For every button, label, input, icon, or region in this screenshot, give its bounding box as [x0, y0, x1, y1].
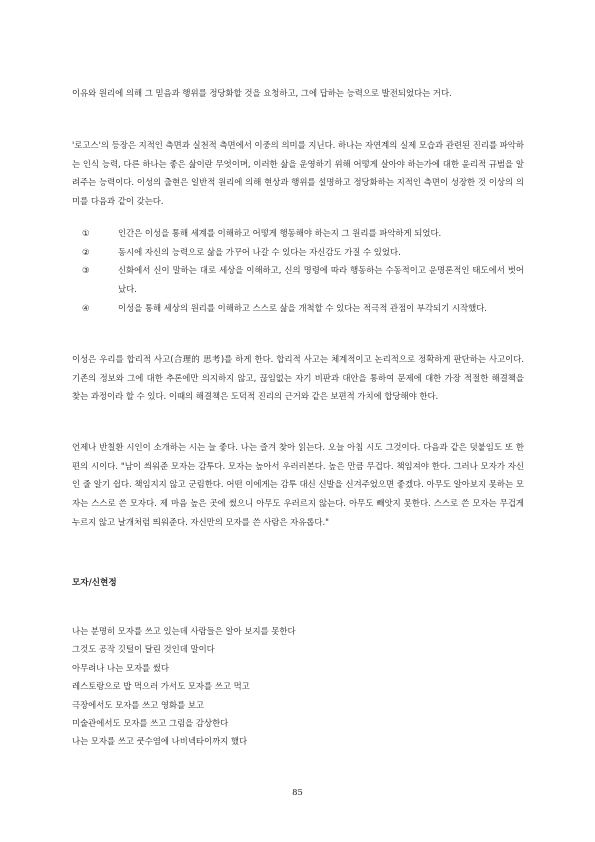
- list-marker: ①: [82, 228, 90, 238]
- list-marker: ④: [82, 302, 90, 313]
- poem-line: 아무려나 나는 모자를 썼다: [72, 662, 169, 673]
- list-item: [72, 261, 524, 298]
- list-item: [72, 243, 524, 262]
- numbered-list: [72, 224, 524, 318]
- list-item: [72, 299, 524, 318]
- poem-line: 그것도 공작 깃털이 달린 것인데 말이다: [72, 644, 215, 655]
- poem-line: 나는 모자를 쓰고 쿳수염에 나비넥타이까지 했다: [72, 736, 248, 747]
- list-item-text: 이성을 통해 세상의 원리를 이해하고 스스로 삶을 개척할 수 있다는 적극적 관점이 부각되기 시작했다.: [118, 302, 487, 313]
- paragraph-reason: 이성은 우리를 합리적 사고(合理的 思考)를 하게 한다. 합리적 사고는 체계적이고 논리적으로 정확하게 판단하는 사고이다. 기존의 정보와 그에 대한 추론에만 의지하지 않고, 끊임없는 자기 비판과 대안을 통하여 문제에 대한 가장 적절한 해결책을 찾는 과정이라 할 수 있다. 이때의 해결책은 도덕적 진리의 근거와 같은 보편적 가치에 합당해야 한다.: [72, 354, 524, 402]
- poem-lines: [72, 622, 296, 751]
- list-marker: ②: [82, 246, 90, 257]
- poem-line: 레스토랑으로 밥 먹으러 가서도 모자를 쓰고 먹고: [72, 681, 250, 692]
- list-item: [72, 224, 524, 243]
- paragraph-poet-intro: 언제나 반칠환 시인이 소개하는 시는 늘 좋다. 나는 즐겨 찾아 읽는다. 오늘 아침 시도 그것이다. 다음과 같은 덧붙임도 또 한 편의 시이다. "남이 씌워준 모자는 감투다. 모자는 높아서 우러러본다. 높은 만큼 무겁다. 책임져야 한다. 그러나 모자가 자신인 줄 알기 쉽다. 책임지지 않고 군림한다. 어떤 이에게는 감투 대신 신발을 신겨주었으면 좋겠다. 아무도 알아보지 못하는 모자는 스스로 쓴 모자다. 제 마음 높은 곳에 썼으니 아무도 우러르지 않는다. 아무도 빼앗지 못한다. 스스로 쓴 모자는 무겁게 누르지 않고 날개처럼 띄워준다. 자신만의 모자를 쓴 사람은 자유롭다.": [72, 442, 524, 527]
- page-number: 85: [292, 787, 303, 797]
- poem-title: 모자/신현정: [72, 578, 117, 588]
- list-item-text: 인간은 이성을 통해 세계를 이해하고 어떻게 행동해야 하는지 그 원리를 파악하게 되었다.: [118, 228, 442, 238]
- list-item-text: 신화에서 신이 말하는 대로 세상을 이해하고, 신의 명령에 따라 행동하는 수동적이고 운명론적인 태도에서 벗어났다.: [118, 265, 524, 295]
- list-marker: ③: [82, 265, 90, 276]
- poem-line: 미술관에서도 모자를 쓰고 그림을 감상한다: [72, 718, 229, 729]
- list-item-text: 동시에 자신의 능력으로 삶을 가꾸어 나갈 수 있다는 자신감도 가질 수 있었다.: [118, 246, 401, 257]
- paragraph-intro: 이유와 원리에 의해 그 믿음과 행위를 정당화할 것을 요청하고, 그에 답하는 능력으로 발전되었다는 거다.: [72, 88, 452, 98]
- poem-line: 나는 분명히 모자를 쓰고 있는데 사람들은 알아 보지를 못한다: [72, 626, 296, 636]
- poem-line: 극장에서도 모자를 쓰고 영화를 보고: [72, 699, 205, 710]
- paragraph-logos: '로고스'의 등장은 지적인 측면과 실천적 측면에서 이중의 의미를 지닌다. 하나는 자연계의 실제 모습과 관련된 진리를 파악하는 인식 능력, 다른 하나는 좋은 삶이란 무엇이며, 이러한 삶을 운영하기 위해 어떻게 살아야 하는가에 대한 윤리적 규범을 알려주는 능력이다. 이성의 출현은 일반적 원리에 의해 현상과 행위를 설명하고 정당화하는 지적인 측면이 성장한 것 이상의 의미를 다음과 같이 갖는다.: [72, 140, 524, 207]
